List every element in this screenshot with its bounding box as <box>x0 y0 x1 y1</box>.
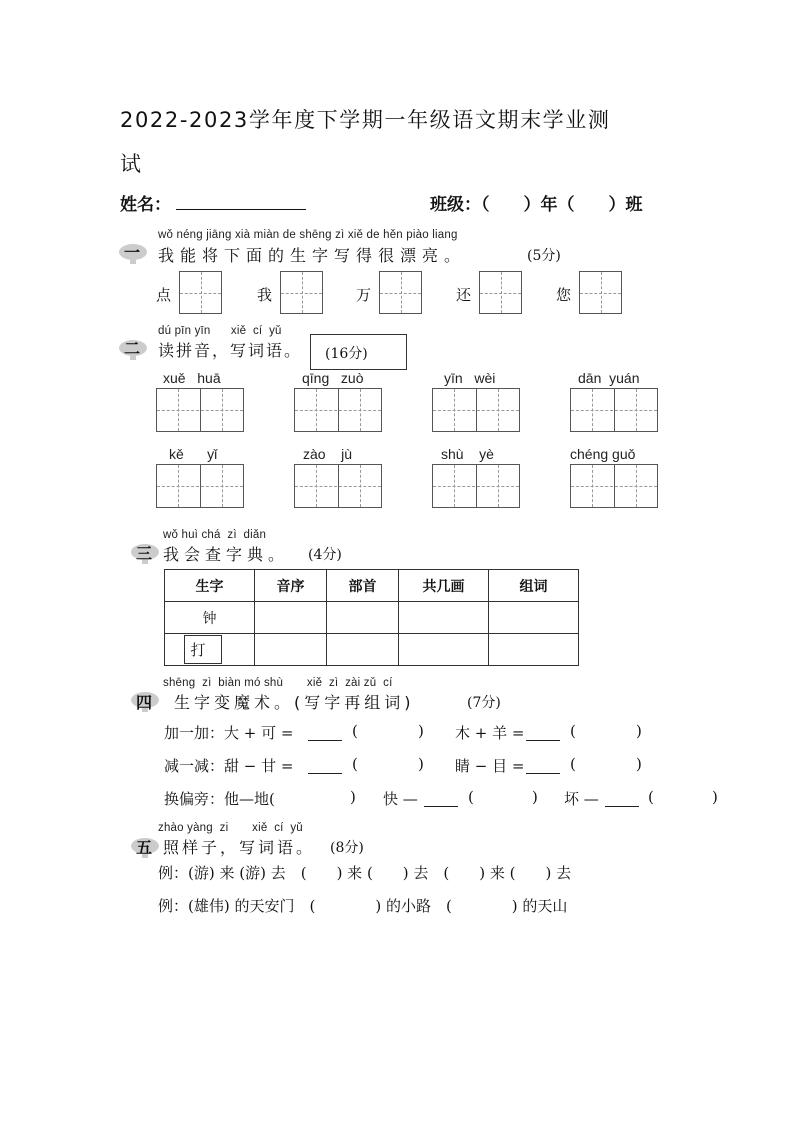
paren-open: ( <box>648 788 654 806</box>
section-1-number: 一 <box>124 243 141 262</box>
writing-grid-double[interactable] <box>294 464 382 508</box>
section-4-number: 四 <box>136 693 153 712</box>
name-field[interactable] <box>176 209 306 210</box>
answer-cell[interactable] <box>327 602 399 634</box>
exercise-label: 减一减：甜 − 甘 = <box>164 757 294 775</box>
answer-cell[interactable] <box>255 634 327 666</box>
section-2-pinyin: dú pīn yīn xiě cí yǔ <box>158 325 282 337</box>
section-5-pinyin: zhào yàng zi xiě cí yǔ <box>158 822 303 834</box>
paren-close: ) <box>350 788 356 806</box>
pinyin-prompt: shù yè <box>441 446 494 462</box>
section-3-title: 我会查字典。 <box>163 545 290 564</box>
section-5-title: 照样子，写词语。 <box>163 838 316 857</box>
char-label: 万 <box>356 286 372 304</box>
char-label: 您 <box>556 286 572 304</box>
writing-grid[interactable] <box>280 271 323 314</box>
exercise-label: 快 — <box>383 790 418 808</box>
writing-grid-double[interactable] <box>432 388 520 432</box>
section-1-score: (5分) <box>527 248 561 264</box>
answer-cell[interactable] <box>399 602 489 634</box>
paren-open: ( <box>570 755 576 773</box>
writing-grid[interactable] <box>479 271 522 314</box>
table-row <box>165 602 579 634</box>
paren-open: ( <box>352 722 358 740</box>
section-2-title: 读拼音，写词语。 <box>158 341 303 360</box>
char-label: 我 <box>257 286 273 304</box>
answer-blank[interactable] <box>308 740 342 741</box>
section-5-score: (8分) <box>330 840 364 856</box>
name-label: 姓名： <box>120 195 171 215</box>
table-cell: 打 <box>165 634 255 666</box>
table-row <box>165 634 579 666</box>
paren-close: ) <box>532 788 538 806</box>
answer-blank[interactable] <box>526 740 560 741</box>
exercise-label: 加一加：大 + 可 = <box>164 724 294 742</box>
exercise-label: 换偏旁：他—地( <box>164 790 275 808</box>
paren-open: ( <box>570 722 576 740</box>
dictionary-table <box>164 569 579 666</box>
pinyin-prompt: xuě huā <box>163 370 221 386</box>
writing-grid-double[interactable] <box>156 388 244 432</box>
char-label: 还 <box>456 286 472 304</box>
section-4-title: 生字变魔术。(写字再组词) <box>174 693 415 712</box>
example-line: 例：(游) 来 (游) 去 ( ) 来 ( ) 去 ( ) 来 ( ) 去 <box>158 864 572 882</box>
column-header: 部首 <box>327 570 399 602</box>
score-box: (16分) <box>310 334 407 370</box>
writing-grid-double[interactable] <box>570 388 658 432</box>
answer-blank[interactable] <box>308 773 342 774</box>
paren-close: ) <box>636 755 642 773</box>
answer-blank[interactable] <box>526 773 560 774</box>
answer-cell[interactable] <box>489 634 579 666</box>
exercise-label: 睛 − 目 = <box>455 757 525 775</box>
writing-grid-double[interactable] <box>294 388 382 432</box>
column-header: 生字 <box>165 570 255 602</box>
section-3-number: 三 <box>136 544 153 563</box>
paren-close: ) <box>636 722 642 740</box>
column-header: 组词 <box>489 570 579 602</box>
answer-cell[interactable] <box>489 602 579 634</box>
pinyin-prompt: dān yuán <box>578 370 640 386</box>
pinyin-prompt: yīn wèi <box>444 370 496 386</box>
pinyin-prompt: kě yǐ <box>169 446 218 462</box>
paren-open: ( <box>352 755 358 773</box>
answer-blank[interactable] <box>605 806 639 807</box>
section-5-number: 五 <box>136 838 153 857</box>
answer-blank[interactable] <box>424 806 458 807</box>
paren-open: ( <box>468 788 474 806</box>
column-header: 共几画 <box>399 570 489 602</box>
class-label: 班级：（ ）年（ ）班 <box>430 195 643 215</box>
page-title: 2022-2023学年度下学期一年级语文期末学业测 <box>120 108 611 132</box>
section-4-score: (7分) <box>467 695 501 711</box>
writing-grid-double[interactable] <box>432 464 520 508</box>
answer-cell[interactable] <box>255 602 327 634</box>
exercise-label: 木 + 羊 = <box>455 724 525 742</box>
section-3-score: (4分) <box>308 547 342 563</box>
page-title-cont: 试 <box>120 152 143 176</box>
paren-close: ) <box>418 755 424 773</box>
pinyin-prompt: qīng zuò <box>302 370 364 386</box>
section-2-number: 二 <box>124 339 141 358</box>
writing-grid[interactable] <box>179 271 222 314</box>
writing-grid[interactable] <box>579 271 622 314</box>
section-3-pinyin: wǒ huì chá zì diǎn <box>163 529 267 541</box>
pinyin-prompt: chéng guǒ <box>570 446 636 462</box>
example-line: 例：(雄伟) 的天安门 ( ) 的小路 ( ) 的天山 <box>158 897 568 915</box>
section-4-pinyin: shēng zì biàn mó shù xiě zì zài zǔ cí <box>163 677 393 689</box>
writing-grid-double[interactable] <box>156 464 244 508</box>
writing-grid[interactable] <box>379 271 422 314</box>
exercise-label: 坏 — <box>564 790 599 808</box>
column-header: 音序 <box>255 570 327 602</box>
answer-cell[interactable] <box>327 634 399 666</box>
char-label: 点 <box>156 286 172 304</box>
writing-grid-double[interactable] <box>570 464 658 508</box>
pinyin-prompt: zào jù <box>303 446 353 462</box>
answer-cell[interactable] <box>399 634 489 666</box>
section-1-title: 我能将下面的生字写得很漂亮。 <box>158 246 467 265</box>
paren-close: ) <box>418 722 424 740</box>
table-cell: 钟 <box>165 602 255 634</box>
section-1-pinyin: wǒ néng jiāng xià miàn de shēng zì xiě de hěn piào liang <box>158 229 458 241</box>
table-header-row <box>165 570 579 602</box>
paren-close: ) <box>712 788 718 806</box>
